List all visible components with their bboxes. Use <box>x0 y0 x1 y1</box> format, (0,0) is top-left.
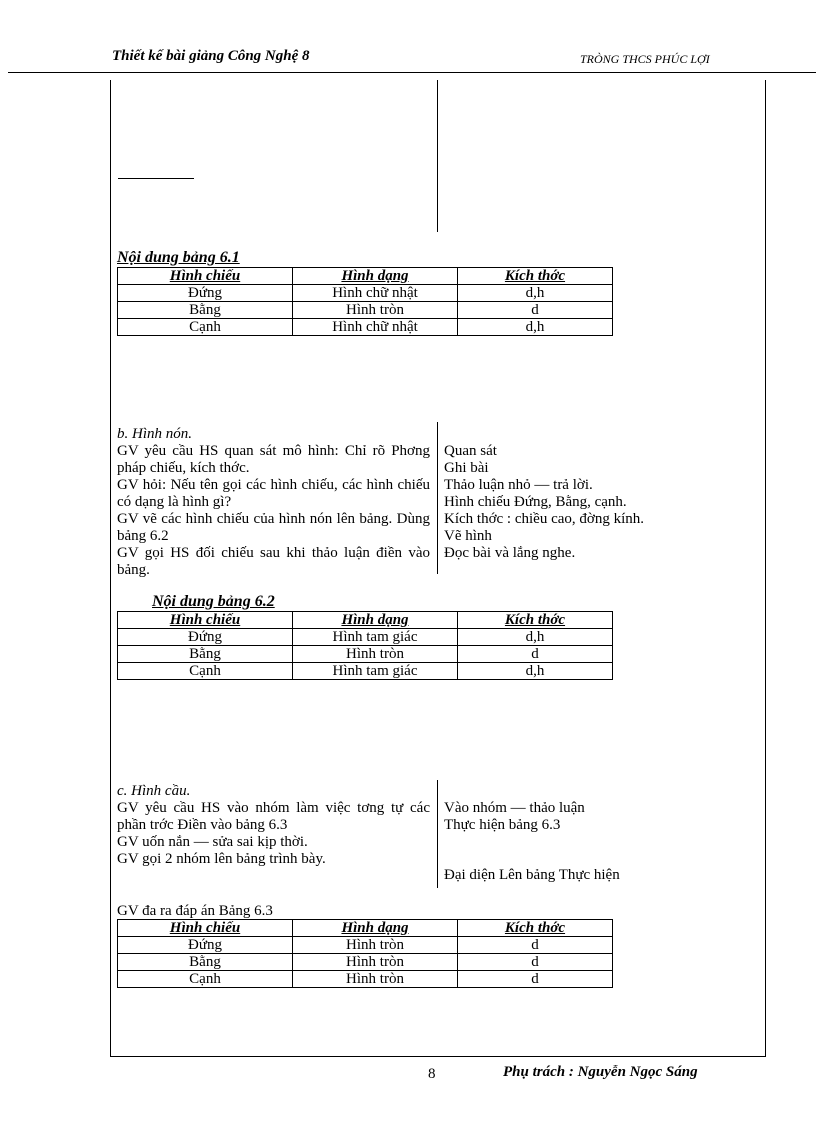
teacher-activity: GV vẽ các hình chiếu của hình nón lên bảng. Dùng bảng 6.2 <box>117 511 430 544</box>
table-6-1 <box>117 267 613 336</box>
teacher-activity: GV uốn nắn — sửa sai kịp thời. <box>117 834 308 850</box>
section-c-title: c. Hình cầu. <box>117 783 191 799</box>
student-activity: Ghi bài <box>444 460 489 476</box>
table-row <box>118 319 613 336</box>
table-cell: Bằng <box>118 954 293 971</box>
table-cell: d,h <box>458 285 613 302</box>
table-row <box>118 663 613 680</box>
header-left-title: Thiết kế bài giảng Công Nghệ 8 <box>112 48 310 64</box>
header-dimension: Kích thớc <box>458 920 613 937</box>
table-cell: Cạnh <box>118 663 293 680</box>
teacher-activity: GV hỏi: Nếu tên gọi các hình chiếu, các hình chiếu có dạng là hình gì? <box>117 477 430 510</box>
section-c-teacher-activities <box>117 800 430 868</box>
student-activity: Thực hiện bảng 6.3 <box>444 817 561 833</box>
table-cell: Bằng <box>118 646 293 663</box>
table-cell: d <box>458 646 613 663</box>
table3-caption: GV đa ra đáp án Bảng 6.3 <box>117 903 273 919</box>
table-cell: Bằng <box>118 302 293 319</box>
table-row <box>118 971 613 988</box>
table-header-row <box>118 612 613 629</box>
student-activity: Đại diện Lên bảng Thực hiện <box>444 867 620 883</box>
column-divider-c <box>437 780 438 888</box>
header-shape: Hình dạng <box>293 920 458 937</box>
table-cell: Cạnh <box>118 319 293 336</box>
student-activity: Hình chiếu Đứng, Bằng, cạnh. <box>444 494 627 510</box>
table-cell: d <box>458 937 613 954</box>
table-cell: d,h <box>458 319 613 336</box>
table-cell: Cạnh <box>118 971 293 988</box>
table-cell: Hình tròn <box>293 971 458 988</box>
teacher-activity: GV yêu cầu HS vào nhóm làm việc tơng tự các phần trớc Điền vào bảng 6.3 <box>117 800 430 833</box>
teacher-activity: GV gọi HS đối chiếu sau khi thảo luận điền vào bảng. <box>117 545 430 578</box>
student-activity: Đọc bài và lắng nghe. <box>444 545 576 561</box>
table-row <box>118 302 613 319</box>
header-projection: Hình chiếu <box>118 920 293 937</box>
table-row <box>118 937 613 954</box>
section-b-title: b. Hình nón. <box>117 426 192 442</box>
column-divider-b <box>437 422 438 574</box>
student-activity: Kích thớc : chiều cao, đờng kính. <box>444 511 644 527</box>
table-cell: Hình tròn <box>293 302 458 319</box>
header-shape: Hình dạng <box>293 612 458 629</box>
table-row <box>118 646 613 663</box>
table-cell: d <box>458 954 613 971</box>
student-activity: Thảo luận nhỏ — trả lời. <box>444 477 593 493</box>
table-cell: Hình tam giác <box>293 629 458 646</box>
column-divider-top <box>437 80 438 232</box>
table-cell: Hình chữ nhật <box>293 285 458 302</box>
table-row <box>118 629 613 646</box>
section-b-teacher-activities <box>117 443 430 579</box>
section-c-student-activities <box>444 800 754 884</box>
table-row <box>118 285 613 302</box>
header-rule <box>8 72 816 73</box>
header-projection: Hình chiếu <box>118 612 293 629</box>
header-dimension: Kích thớc <box>458 268 613 285</box>
table2-title: Nội dung bảng 6.2 <box>152 593 275 610</box>
table-header-row <box>118 920 613 937</box>
table-cell: Hình tròn <box>293 954 458 971</box>
table-6-3 <box>117 919 613 988</box>
section-b-student-activities <box>444 443 754 562</box>
table-row <box>118 954 613 971</box>
table-cell: Đứng <box>118 629 293 646</box>
table-cell: d <box>458 971 613 988</box>
table-cell: d <box>458 302 613 319</box>
student-activity: Vào nhóm — thảo luận <box>444 800 585 816</box>
footer-author: Phụ trách : Nguyễn Ngọc Sáng <box>503 1064 698 1080</box>
table-cell: Hình tròn <box>293 937 458 954</box>
header-right-school: TRÒNG THCS PHÚC LỢI <box>580 52 710 66</box>
table-cell: Hình chữ nhật <box>293 319 458 336</box>
table-cell: Đứng <box>118 285 293 302</box>
short-rule <box>118 178 194 179</box>
page-number: 8 <box>428 1066 436 1082</box>
table-cell: Đứng <box>118 937 293 954</box>
student-activity: Quan sát <box>444 443 497 459</box>
student-activity: Vẽ hình <box>444 528 492 544</box>
header-projection: Hình chiếu <box>118 268 293 285</box>
teacher-activity: GV yêu cầu HS quan sát mô hình: Chỉ rõ Phơng pháp chiếu, kích thớc. <box>117 443 430 476</box>
table-header-row <box>118 268 613 285</box>
table-6-2 <box>117 611 613 680</box>
table-cell: Hình tam giác <box>293 663 458 680</box>
table-cell: d,h <box>458 629 613 646</box>
header-dimension: Kích thớc <box>458 612 613 629</box>
header-shape: Hình dạng <box>293 268 458 285</box>
table-cell: d,h <box>458 663 613 680</box>
table-cell: Hình tròn <box>293 646 458 663</box>
table1-title: Nội dung bảng 6.1 <box>117 249 240 266</box>
teacher-activity: GV gọi 2 nhóm lên bảng trình bày. <box>117 851 326 867</box>
